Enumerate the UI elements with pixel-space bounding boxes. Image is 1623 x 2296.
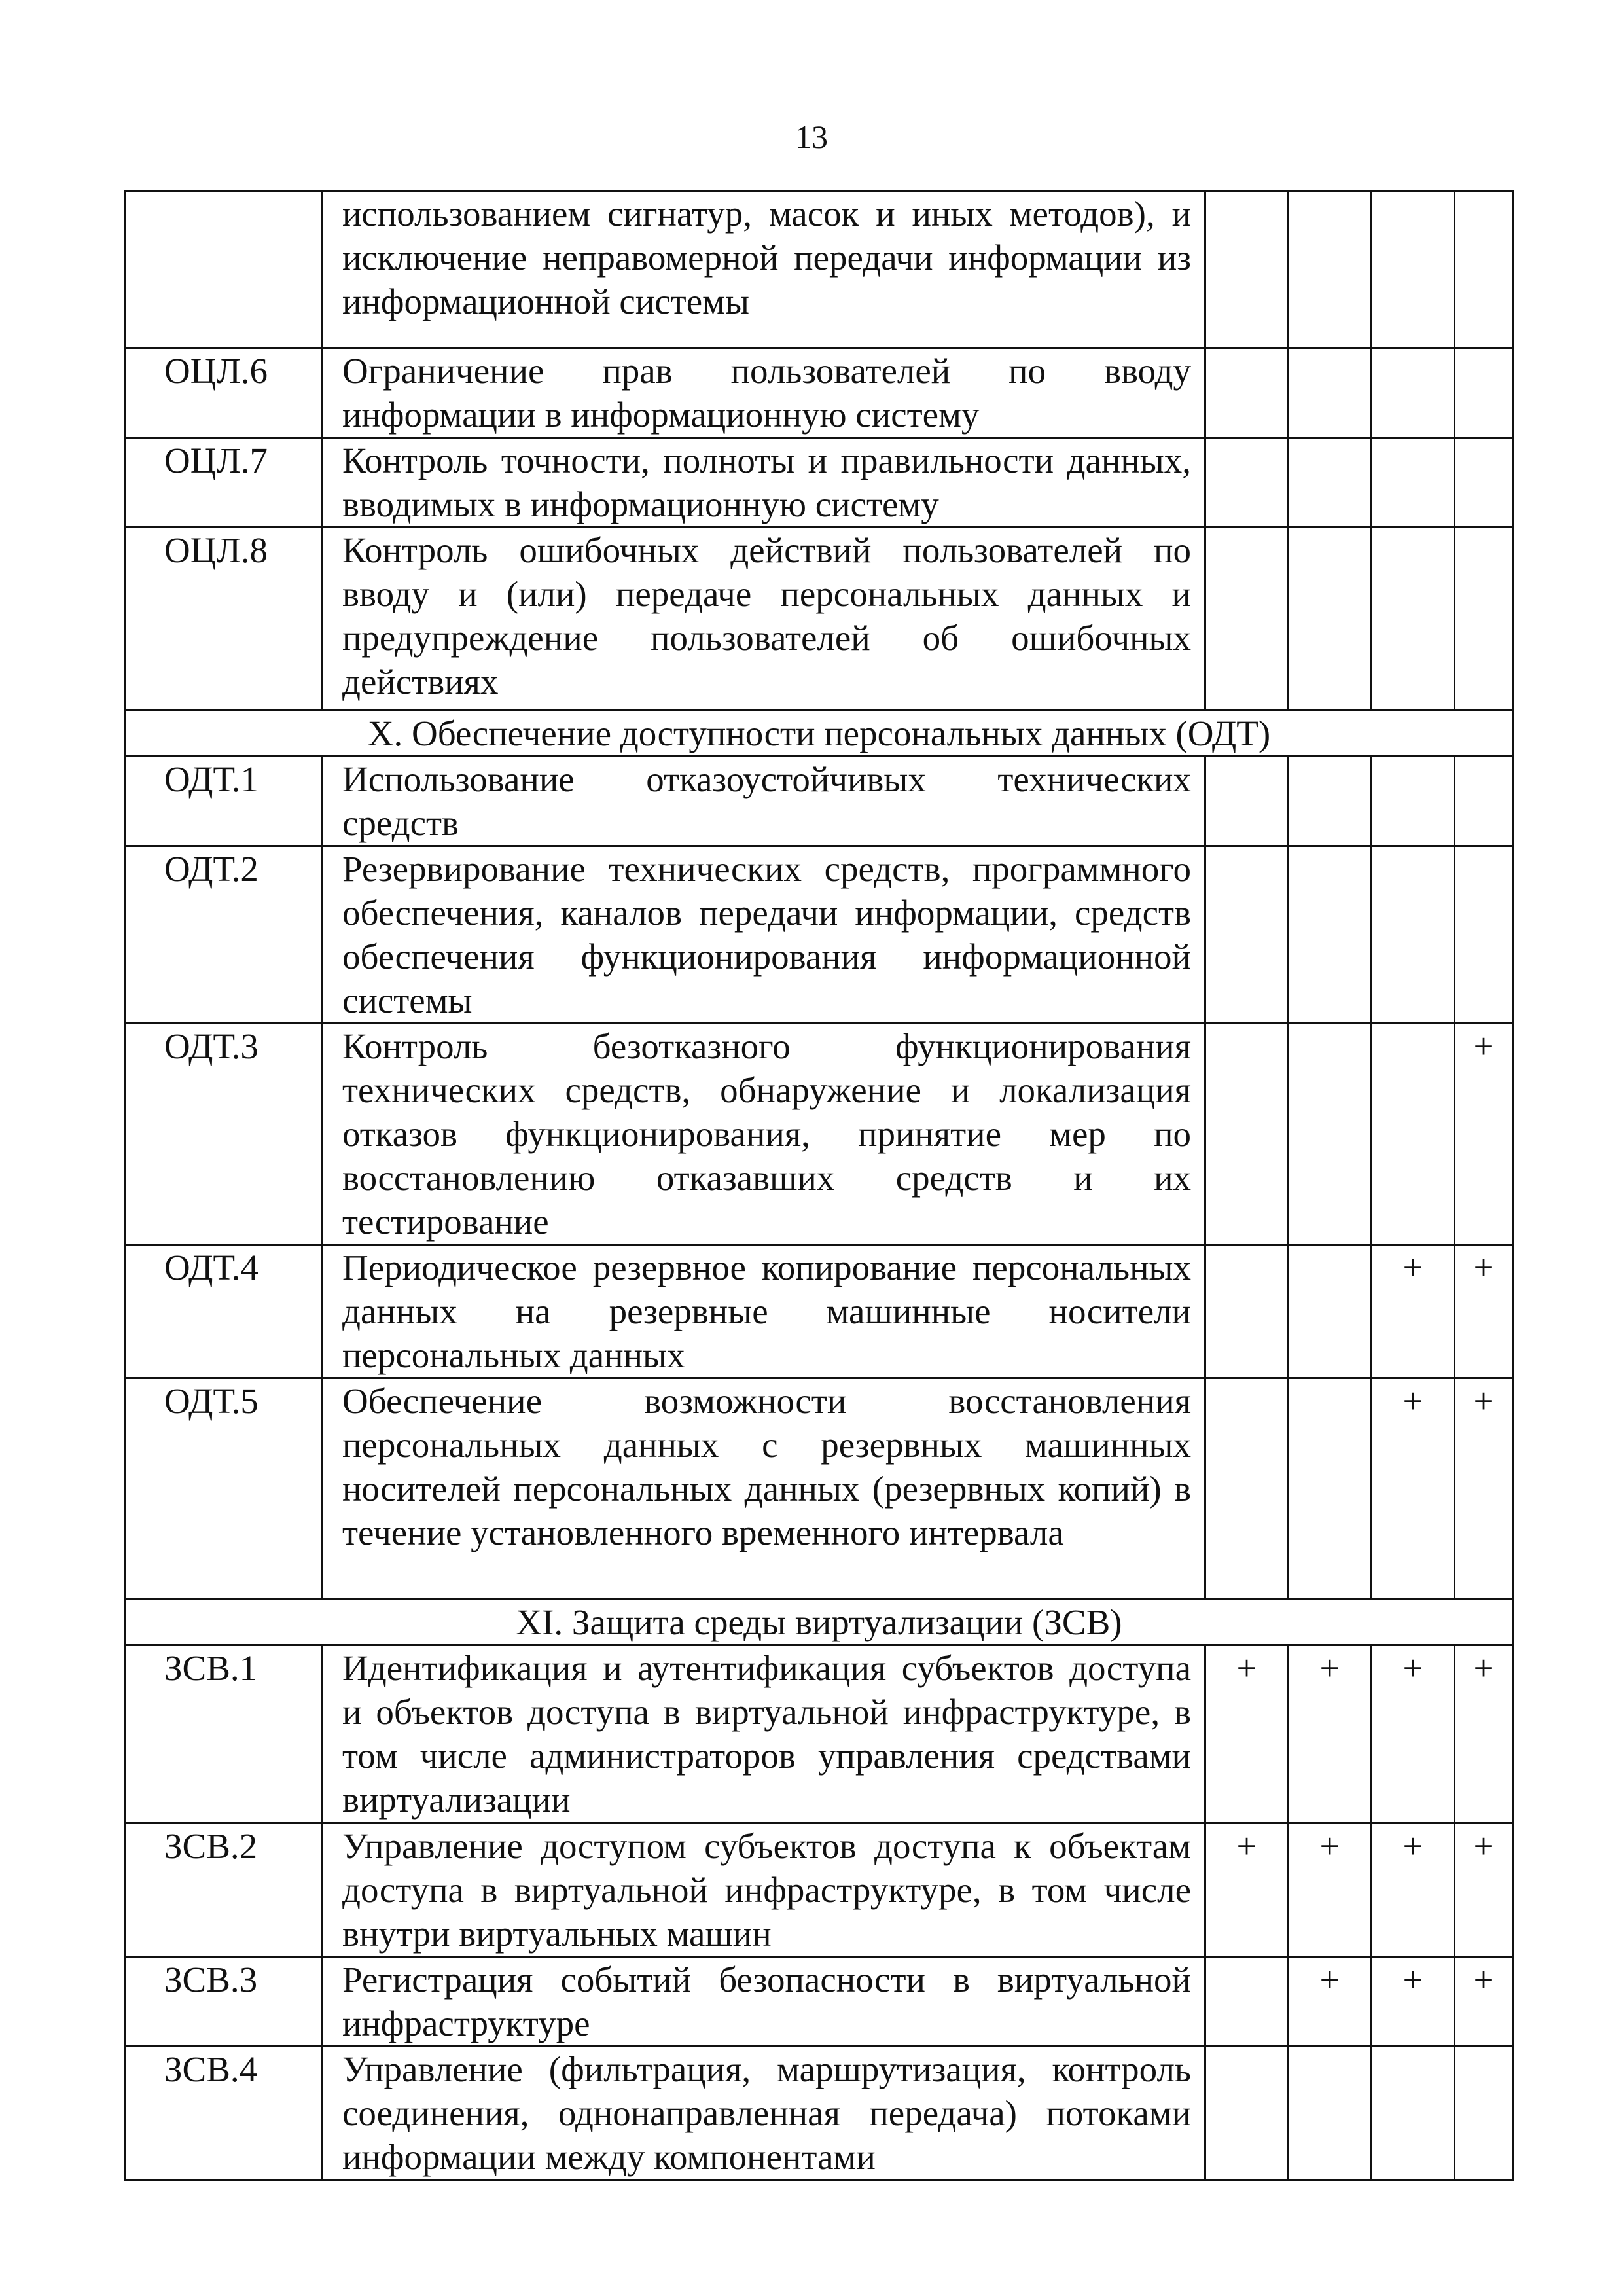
section-header-row [126,711,1513,757]
protection-level-1-mark [1205,191,1289,348]
protection-level-4-mark: + [1455,1245,1513,1378]
measure-description: Контроль ошибочных действий пользователей по вводу и (или) передаче персональных данных и предупреждение пользователей об ошибочных действиях [322,528,1205,711]
measure-code: ОДТ.3 [126,1024,322,1245]
measure-description: Контроль точности, полноты и правильности данных, вводимых в информационную систему [322,438,1205,528]
measure-code: ОДТ.1 [126,757,322,846]
protection-level-2-mark [1289,1378,1372,1600]
measures-table-container [124,190,1512,2181]
protection-level-1-mark [1205,757,1289,846]
protection-level-1-mark [1205,438,1289,528]
protection-level-2-mark [1289,1245,1372,1378]
protection-level-4-mark [1455,191,1513,348]
measure-description: Резервирование технических средств, программного обеспечения, каналов передачи информации, средств обеспечения функционирования информационной системы [322,846,1205,1024]
measure-code: ОДТ.4 [126,1245,322,1378]
protection-level-4-mark [1455,846,1513,1024]
measure-code: ОЦЛ.7 [126,438,322,528]
table-row [126,191,1513,348]
protection-level-4-mark [1455,438,1513,528]
protection-level-1-mark: + [1205,1823,1289,1957]
protection-level-3-mark: + [1372,1823,1455,1957]
measure-description: Управление доступом субъектов доступа к объектам доступа в виртуальной инфраструктуре, в том числе внутри виртуальных машин [322,1823,1205,1957]
protection-level-4-mark [1455,348,1513,438]
protection-level-2-mark [1289,438,1372,528]
protection-level-1-mark [1205,846,1289,1024]
protection-level-1-mark [1205,1024,1289,1245]
measure-description: Обеспечение возможности восстановления персональных данных с резервных машинных носителей персональных данных (резервных копий) в течение установленного временного интервала [322,1378,1205,1600]
measure-code: ОДТ.2 [126,846,322,1024]
protection-level-1-mark [1205,348,1289,438]
table-row [126,757,1513,846]
protection-level-3-mark [1372,191,1455,348]
measure-code [126,191,322,348]
protection-level-3-mark [1372,348,1455,438]
table-row [126,438,1513,528]
table-row [126,1245,1513,1378]
protection-level-2-mark [1289,348,1372,438]
protection-level-3-mark [1372,757,1455,846]
measure-code: ЗСВ.1 [126,1645,322,1823]
protection-level-4-mark [1455,2047,1513,2180]
protection-level-3-mark [1372,438,1455,528]
measure-code: ОЦЛ.6 [126,348,322,438]
protection-level-3-mark: + [1372,1957,1455,2047]
measure-description: использованием сигнатур, масок и иных методов), и исключение неправомерной передачи информации из информационной системы [322,191,1205,348]
protection-level-3-mark [1372,528,1455,711]
section-title: X. Обеспечение доступности персональных данных (ОДТ) [126,711,1513,757]
protection-level-3-mark: + [1372,1245,1455,1378]
table-row [126,1024,1513,1245]
measure-description: Ограничение прав пользователей по вводу информации в информационную систему [322,348,1205,438]
protection-level-4-mark: + [1455,1645,1513,1823]
protection-level-4-mark [1455,528,1513,711]
protection-level-2-mark [1289,528,1372,711]
protection-level-2-mark [1289,757,1372,846]
protection-level-3-mark [1372,1024,1455,1245]
measure-code: ЗСВ.3 [126,1957,322,2047]
protection-level-2-mark [1289,846,1372,1024]
measure-code: ЗСВ.2 [126,1823,322,1957]
protection-level-3-mark: + [1372,1645,1455,1823]
protection-level-4-mark: + [1455,1957,1513,2047]
protection-level-2-mark: + [1289,1645,1372,1823]
section-header-row [126,1600,1513,1645]
measure-description: Управление (фильтрация, маршрутизация, контроль соединения, однонаправленная передача) потоками информации между компонентами [322,2047,1205,2180]
protection-level-4-mark: + [1455,1378,1513,1600]
measure-description: Периодическое резервное копирование персональных данных на резервные машинные носители персональных данных [322,1245,1205,1378]
protection-level-1-mark [1205,1245,1289,1378]
measure-description: Идентификация и аутентификация субъектов доступа и объектов доступа в виртуальной инфраструктуре, в том числе администраторов управления средствами виртуализации [322,1645,1205,1823]
measure-description: Контроль безотказного функционирования технических средств, обнаружение и локализация отказов функционирования, принятие мер по восстановлению отказавших средств и их тестирование [322,1024,1205,1245]
measure-code: ОДТ.5 [126,1378,322,1600]
table-row [126,2047,1513,2180]
protection-level-4-mark: + [1455,1823,1513,1957]
measure-description: Использование отказоустойчивых технических средств [322,757,1205,846]
protection-level-1-mark [1205,1957,1289,2047]
table-row [126,1645,1513,1823]
protection-level-1-mark [1205,528,1289,711]
table-row [126,1957,1513,2047]
measure-code: ОЦЛ.8 [126,528,322,711]
table-row [126,348,1513,438]
measures-table [124,190,1514,2181]
measures-table-body [126,191,1513,2180]
table-row [126,1823,1513,1957]
protection-level-2-mark [1289,1024,1372,1245]
section-title: XI. Защита среды виртуализации (ЗСВ) [126,1600,1513,1645]
protection-level-4-mark: + [1455,1024,1513,1245]
page-number: 13 [795,118,828,155]
protection-level-2-mark: + [1289,1823,1372,1957]
protection-level-1-mark [1205,1378,1289,1600]
protection-level-4-mark [1455,757,1513,846]
measure-code: ЗСВ.4 [126,2047,322,2180]
table-row [126,1378,1513,1600]
protection-level-2-mark [1289,2047,1372,2180]
protection-level-1-mark: + [1205,1645,1289,1823]
protection-level-3-mark [1372,2047,1455,2180]
protection-level-1-mark [1205,2047,1289,2180]
measure-description: Регистрация событий безопасности в виртуальной инфраструктуре [322,1957,1205,2047]
protection-level-3-mark: + [1372,1378,1455,1600]
table-row [126,528,1513,711]
table-row [126,846,1513,1024]
protection-level-3-mark [1372,846,1455,1024]
protection-level-2-mark: + [1289,1957,1372,2047]
protection-level-2-mark [1289,191,1372,348]
